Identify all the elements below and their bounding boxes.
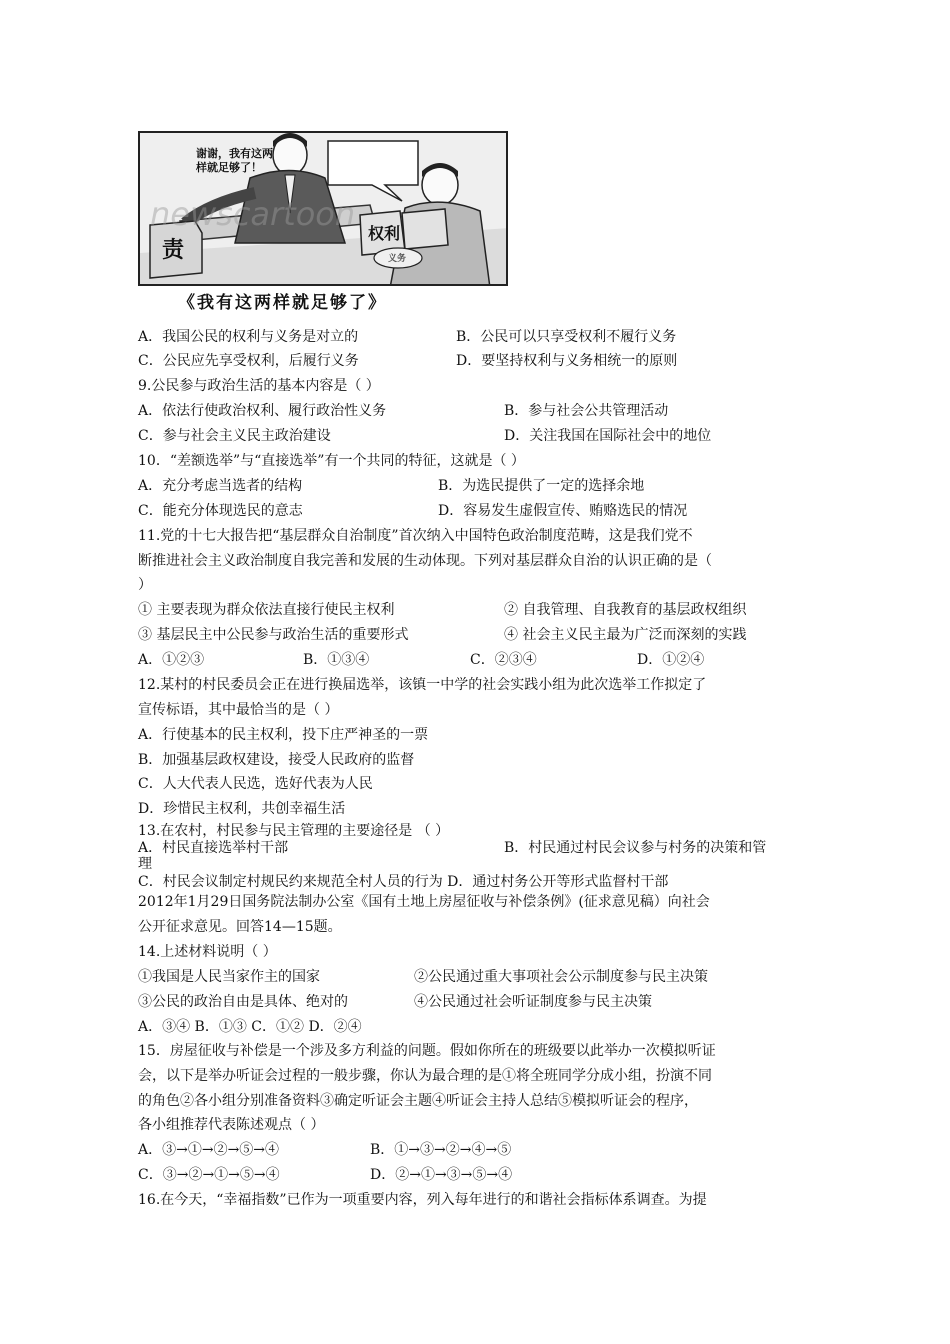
q11-stem-line-3: ） <box>138 577 152 593</box>
q14-item-4: ④公民通过社会听证制度参与民主决策 <box>414 994 652 1010</box>
material-line-1: 2012年1月29日国务院法制办公室《国有土地上房屋征收与补偿条例》(征求意见稿）向社会 <box>138 894 710 910</box>
q15-option-b: B．①→③→②→④→⑤ <box>370 1142 512 1158</box>
box-label-rights: 权利 <box>368 224 401 243</box>
q16-stem-line-1: 16.在今天，“幸福指数”已作为一项重要内容，列入每年进行的和谐社会指标体系调查。为提 <box>138 1192 707 1208</box>
q9-option-c: C．参与社会主义民主政治建设 <box>138 428 331 444</box>
q8-option-a: A．我国公民的权利与义务是对立的 <box>138 329 359 345</box>
q15-option-c: C．③→②→①→⑤→④ <box>138 1167 280 1183</box>
q11-item-4: ④ 社会主义民主最为广泛而深刻的实践 <box>504 627 747 643</box>
q11-item-2: ② 自我管理、自我教育的基层政权组织 <box>504 602 747 618</box>
q14-stem: 14.上述材料说明（ ） <box>138 944 277 960</box>
q10-option-a: A．充分考虑当选者的结构 <box>138 478 303 494</box>
q13-option-b: B．村民通过村民会议参与村务的决策和管 <box>504 840 767 856</box>
q12-stem-line-2: 宣传标语，其中最恰当的是（ ） <box>138 702 339 718</box>
q15-stem-line-3: 的角色②各小组分别准备资料③确定听证会主题④听证会主持人总结⑤模拟听证会的程序， <box>138 1093 698 1109</box>
q9-option-b: B．参与社会公共管理活动 <box>504 403 669 419</box>
watermark: newscartoon <box>150 195 356 233</box>
q9-stem: 9.公民参与政治生活的基本内容是（ ） <box>138 378 380 394</box>
q11-option-a: A．①②③ <box>138 652 205 668</box>
q10-option-c: C．能充分体现选民的意志 <box>138 503 303 519</box>
q9-option-a: A．依法行使政治权利、履行政治性义务 <box>138 403 387 419</box>
q10-option-d: D．容易发生虚假宣传、贿赂选民的情况 <box>438 503 688 519</box>
q8-option-d: D．要坚持权利与义务相统一的原则 <box>456 353 678 369</box>
cartoon-caption: 《我有这两样就足够了》 <box>178 293 387 313</box>
q14-item-2: ②公民通过重大事项社会公示制度参与民主决策 <box>414 969 708 985</box>
q13-option-cd: C．村民会议制定村规民约来规范全村人员的行为 D．通过村务公开等形式监督村干部 <box>138 874 669 890</box>
q14-options: A．③④ B．①③ C．①② D．②④ <box>138 1019 362 1035</box>
q11-stem-line-1: 11.党的十七大报告把“基层群众自治制度”首次纳入中国特色政治制度范畴，这是我们党不 <box>138 528 693 544</box>
speech-bubble-text: 谢谢，我有这两样就足够了！ <box>196 147 273 174</box>
q11-item-1: ① 主要表现为群众依法直接行使民主权利 <box>138 602 395 618</box>
q9-option-d: D．关注我国在国际社会中的地位 <box>504 428 712 444</box>
q12-option-b: B．加强基层政权建设，接受人民政府的监督 <box>138 752 415 768</box>
q15-stem-line-2: 会，以下是举办听证会过程的一般步骤，你认为最合理的是①将全班同学分成小组，扮演不同 <box>138 1068 712 1084</box>
material-line-2: 公开征求意见。回答14—15题。 <box>138 919 342 935</box>
q15-stem-line-4: 各小组推荐代表陈述观点（ ） <box>138 1117 325 1133</box>
box-label-responsibility: 责 <box>162 238 185 263</box>
q13-stem: 13.在农村，村民参与民主管理的主要途径是 （ ） <box>138 823 450 839</box>
box-label-duty: 义务 <box>388 254 407 264</box>
q12-option-c: C．人大代表人民选，选好代表为人民 <box>138 776 373 792</box>
q11-stem-line-2: 断推进社会主义政治制度自我完善和发展的生动体现。下列对基层群众自治的认识正确的是（ <box>138 553 712 569</box>
q8-option-b: B．公民可以只享受权利不履行义务 <box>456 329 677 345</box>
cartoon-illustration <box>138 131 508 286</box>
q10-stem: 10．“差额选举”与“直接选举”有一个共同的特征，这就是（ ） <box>138 453 525 469</box>
q11-item-3: ③ 基层民主中公民参与政治生活的重要形式 <box>138 627 409 643</box>
q15-option-d: D．②→①→③→⑤→④ <box>370 1167 513 1183</box>
q13-option-a: A．村民直接选举村干部 <box>138 840 289 856</box>
q10-option-b: B．为选民提供了一定的选择余地 <box>438 478 645 494</box>
q14-item-1: ①我国是人民当家作主的国家 <box>138 969 320 985</box>
q8-option-c: C．公民应先享受权利，后履行义务 <box>138 353 359 369</box>
q12-stem-line-1: 12.某村的村民委员会正在进行换届选举，该镇一中学的社会实践小组为此次选举工作拟定了 <box>138 677 707 693</box>
q11-option-b: B．①③④ <box>303 652 370 668</box>
q11-option-c: C．②③④ <box>470 652 537 668</box>
q12-option-d: D．珍惜民主权利，共创幸福生活 <box>138 801 346 817</box>
q11-option-d: D．①②④ <box>637 652 705 668</box>
q15-option-a: A．③→①→②→⑤→④ <box>138 1142 280 1158</box>
q13-option-b-wrap: 理 <box>138 856 152 872</box>
q14-item-3: ③公民的政治自由是具体、绝对的 <box>138 994 348 1010</box>
q15-stem-line-1: 15．房屋征收与补偿是一个涉及多方利益的问题。假如你所在的班级要以此举办一次模拟听证 <box>138 1043 716 1059</box>
q12-option-a: A．行使基本的民主权利，投下庄严神圣的一票 <box>138 727 429 743</box>
